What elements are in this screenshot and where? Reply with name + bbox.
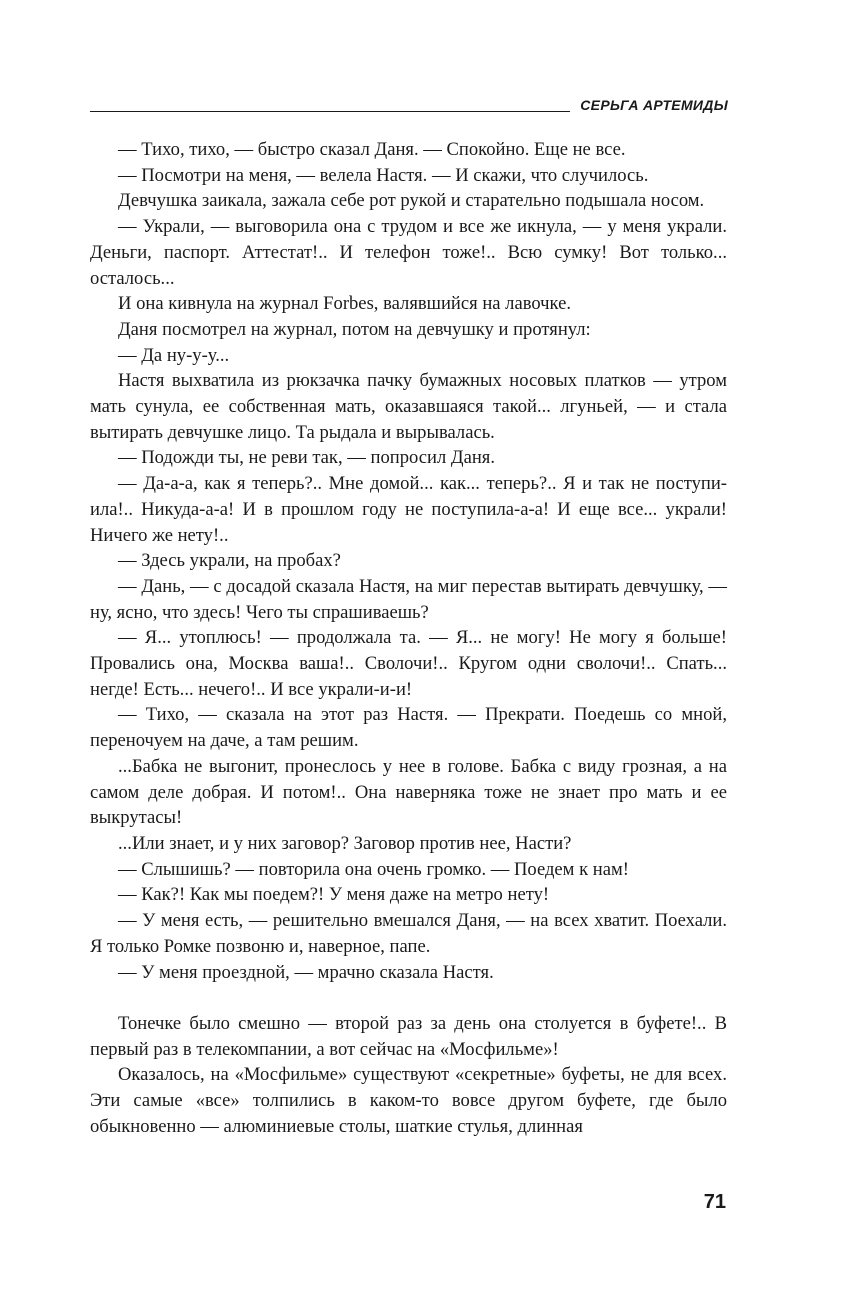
running-title: СЕРЬГА АРТЕМИДЫ (580, 97, 728, 113)
paragraph: — Я... утоплюсь! — продолжала та. — Я... не могу! Не могу я больше! Провались она, Москва ваша!.. Сволочи!.. Кругом одни сволочи!.. Спать... негде! Есть... нечего!.. И все украли-и-и! (90, 627, 727, 700)
paragraph: Даня посмотрел на журнал, потом на девчушку и протянул: (118, 318, 591, 340)
running-header (90, 97, 728, 121)
paragraph: — Как?! Как мы поедем?! У меня даже на метро нету! (118, 884, 550, 906)
paragraph: — Тихо, тихо, — быстро сказал Даня. — Спокойно. Еще не все. (118, 139, 626, 160)
paragraph: — Посмотри на меня, — велела Настя. — И скажи, что случилось. (118, 164, 649, 186)
header-rule (90, 111, 570, 112)
paragraph: — Слышишь? — повторила она очень громко. — Поедем к нам! (118, 858, 629, 880)
paragraph: — У меня есть, — решительно вмешался Даня, — на всех хватит. Поехали. Я только Ромке позвоню и, наверное, папе. (90, 910, 727, 957)
page-number: 71 (703, 1191, 726, 1213)
paragraph: Тонечке было смешно — второй раз за день она столуется в буфете!.. В первый раз в телекомпании, а вот сейчас на «Мосфильме»! (90, 1012, 727, 1060)
paragraph: Девчушка заикала, зажала себе рот рукой и старательно подышала носом. (118, 190, 705, 212)
page-body (90, 137, 727, 1139)
paragraph: — Украли, — выговорила она с трудом и все же икнула, — у меня украли. Деньги, паспорт. Аттестат!.. И телефон тоже!.. Всю сумку! Вот только... осталось... (90, 216, 727, 289)
paragraph: Оказалось, на «Мосфильме» существуют «секретные» буфеты, не для всех. Эти самые «все» толпились в каком-то вовсе другом буфете, где было обыкновенно — алюминиевые столы, шаткие стулья, длинная (90, 1064, 727, 1137)
paragraph: Настя выхватила из рюкзачка пачку бумажных носовых платков — утром мать сунула, ее собственная мать, оказавшаяся такой... лгуньей, — и стала вытирать девчушке лицо. Та рыдала и вырывалась. (90, 370, 727, 443)
paragraph: И она кивнула на журнал Forbes, валявшийся на лавочке. (118, 293, 572, 315)
paragraph: ...Или знает, и у них заговор? Заговор против нее, Насти? (118, 832, 572, 854)
paragraph: — Здесь украли, на пробах? (118, 550, 341, 572)
paragraph: — Да ну-у-у... (118, 344, 230, 366)
section-break (90, 985, 727, 1011)
paragraph: — Да-а-а, как я теперь?.. Мне домой... как... теперь?.. Я и так не поступи-ила!.. Никуда-а-а! И в прошлом году не поступила-а-а! И еще все... украли! Ничего же нету!.. (90, 473, 727, 546)
paragraph: — Тихо, — сказала на этот раз Настя. — Прекрати. Поедешь со мной, переночуем на даче, а там решим. (90, 704, 727, 752)
paragraph: ...Бабка не выгонит, пронеслось у нее в голове. Бабка с виду грозная, а на самом деле добрая. И потом!.. Она наверняка тоже не знает про мать и ее выкрутасы! (90, 755, 727, 829)
paragraph: — Подожди ты, не реви так, — попросил Даня. (118, 447, 495, 469)
paragraph: — У меня проездной, — мрачно сказала Настя. (118, 961, 494, 983)
paragraph: — Дань, — с досадой сказала Настя, на миг перестав вытирать девчушку, — ну, ясно, что здесь! Чего ты спрашиваешь? (90, 575, 727, 623)
